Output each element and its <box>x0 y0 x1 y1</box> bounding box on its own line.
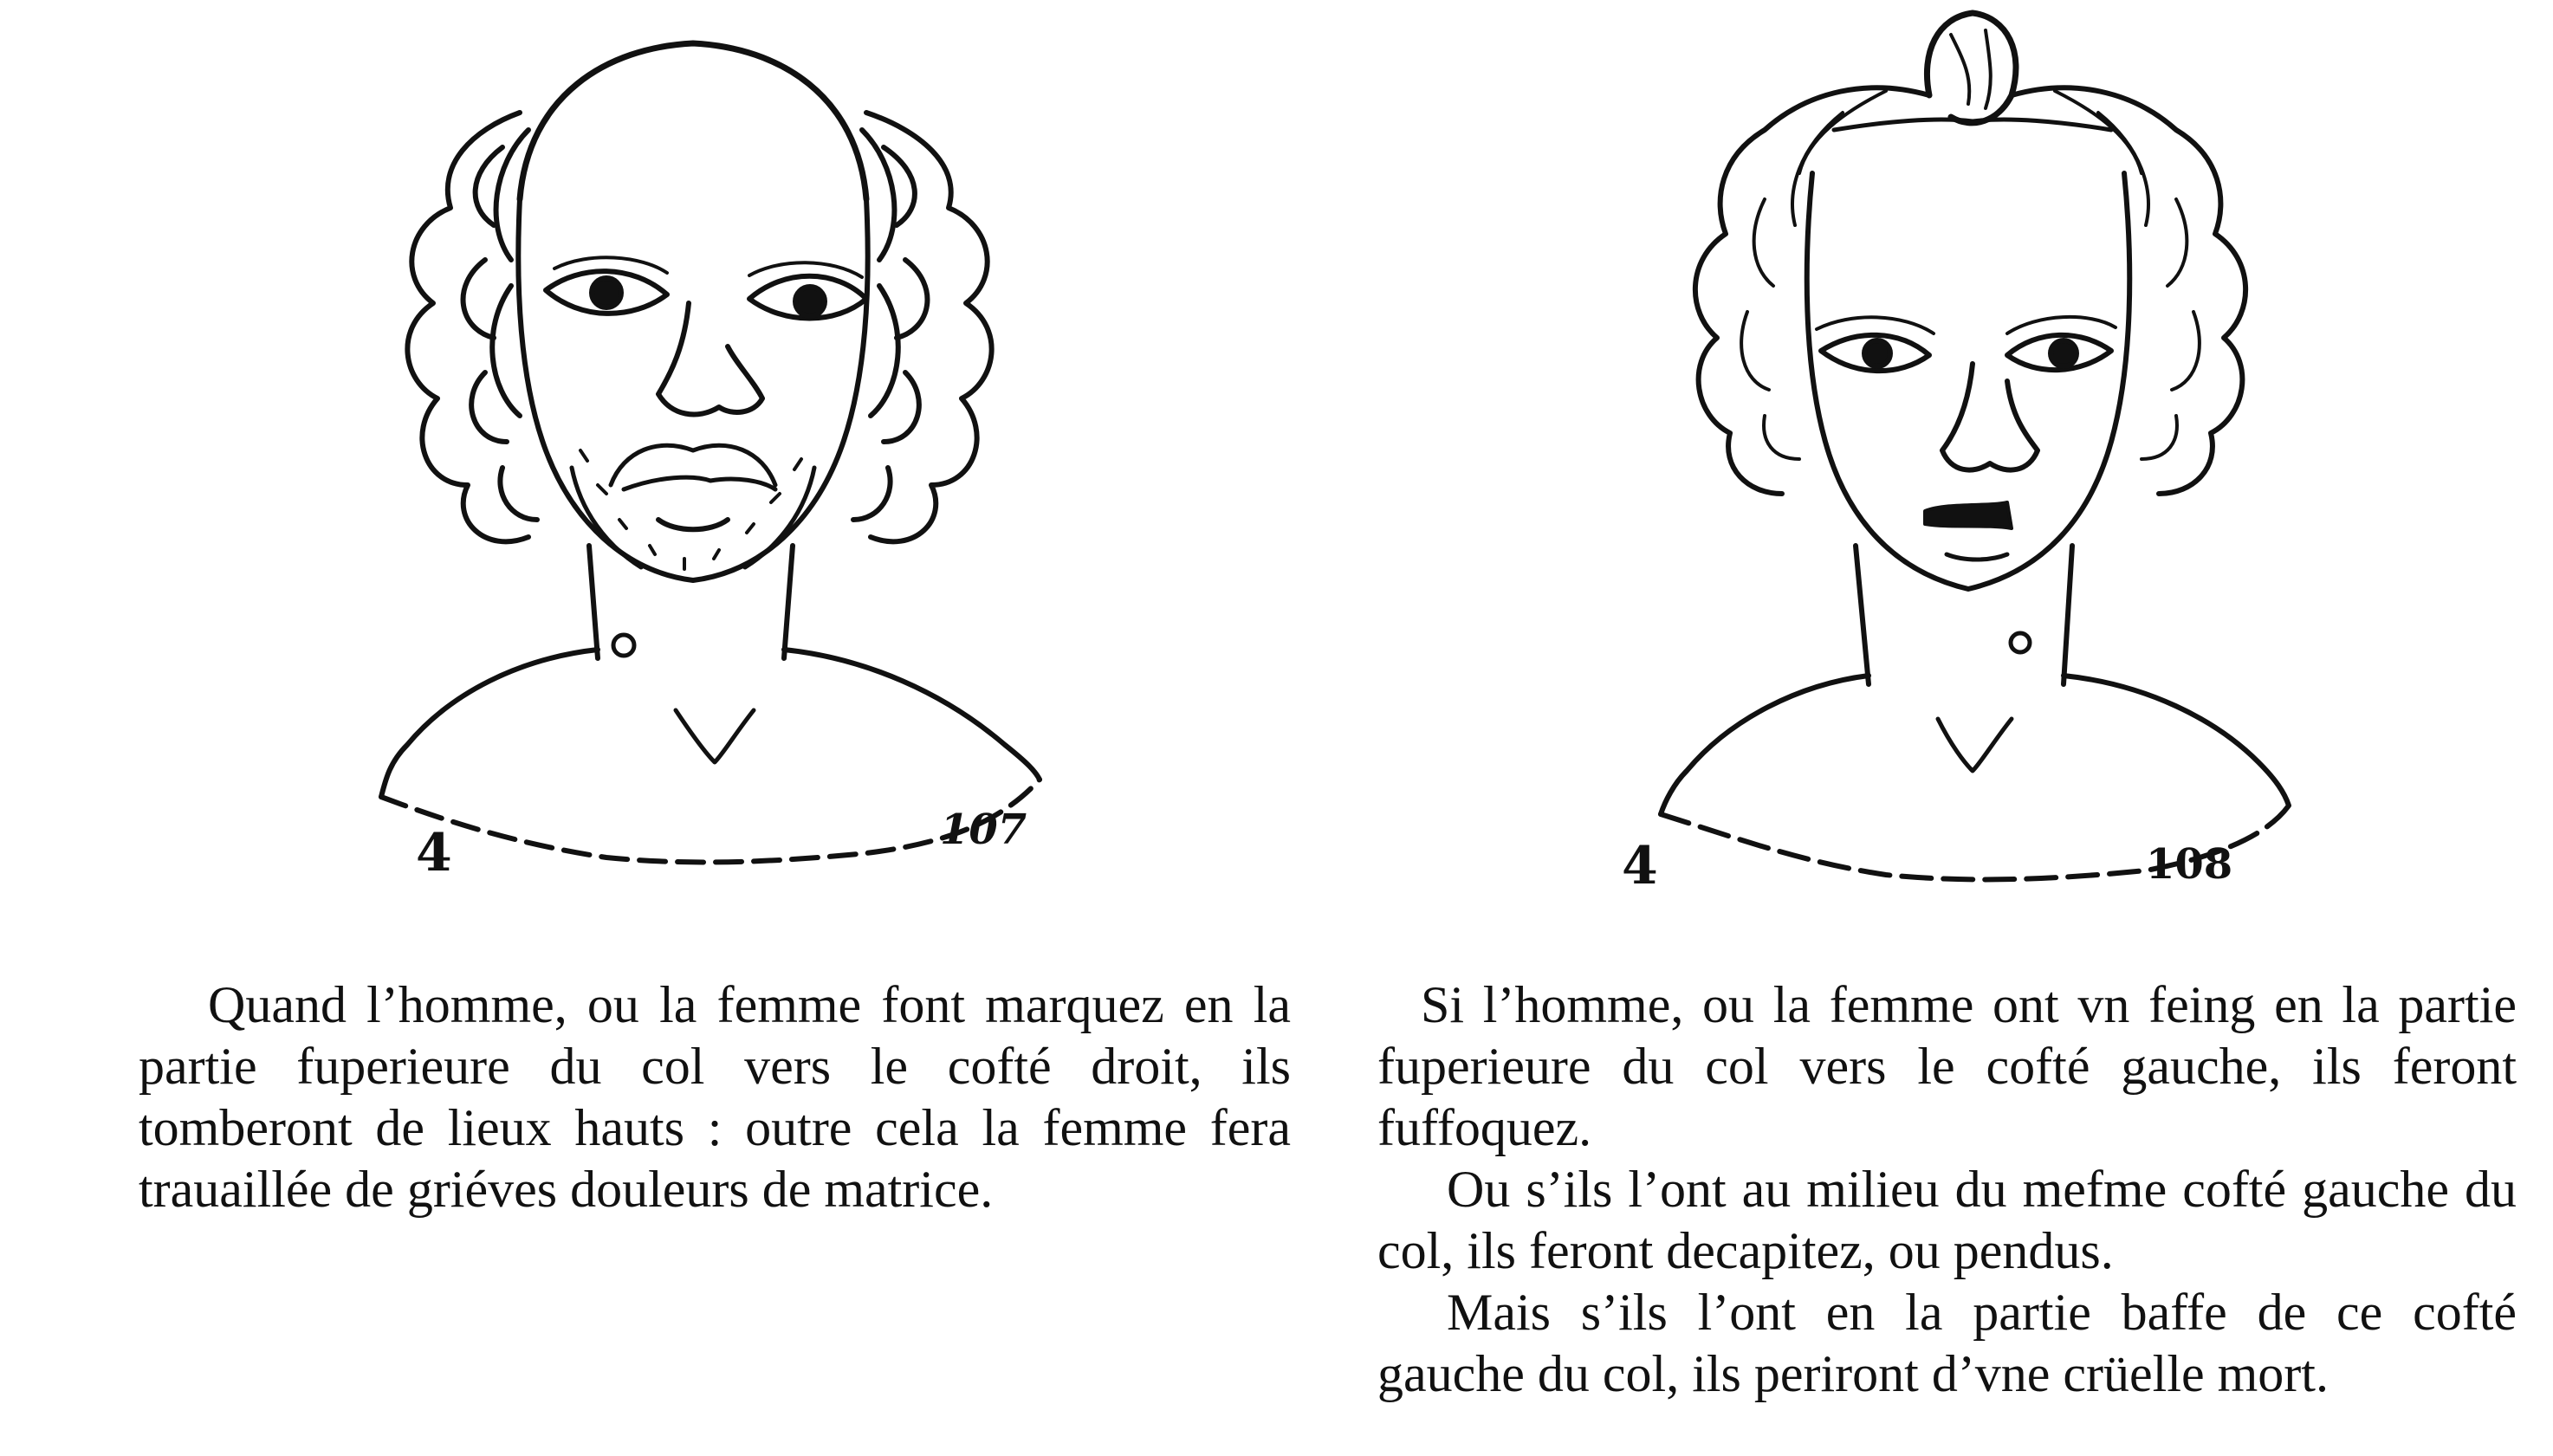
hair <box>1695 87 2245 494</box>
figure-108 <box>1280 0 2553 935</box>
figure-107 <box>0 0 1273 935</box>
caption-108 <box>1377 974 2517 1405</box>
mole-mark <box>2011 633 2030 652</box>
figure-108-woodcut <box>1280 0 2553 935</box>
hair-left <box>407 113 537 541</box>
plate-number: 4 <box>1622 836 1658 896</box>
figure-107-woodcut <box>0 0 1273 935</box>
caption-paragraph: Si l’homme, ou la femme ont vn feing en la partie fuperieure du col vers le cofté gauche, ils feront fuffoquez. <box>1377 976 2517 1156</box>
beard <box>572 445 814 569</box>
hair-right <box>853 113 992 541</box>
caption-paragraph: Quand l’homme, ou la femme font marquez en la partie fuperieure du col vers le cofté droit, ils tomberont de lieux hauts : outre cela la femme fera trauaillée de griéves douleurs de matrice. <box>139 976 1291 1218</box>
figure-number: 108 <box>2146 840 2233 889</box>
caption-paragraph: Ou s’ils l’ont au milieu du mefme cofté gauche du col, ils feront decapitez, ou pendus. <box>1377 1161 2517 1279</box>
mole-mark <box>613 635 634 656</box>
eyes <box>1817 317 2116 371</box>
caption-107 <box>139 974 1291 1220</box>
caption-paragraph: Mais s’ils l’ont en la partie baffe de ce cofté gauche du col, ils periront d’vne crüelle mort. <box>1377 1284 2517 1402</box>
plate-number: 4 <box>416 823 452 883</box>
eyes <box>546 257 866 318</box>
figure-number: 107 <box>940 806 1027 854</box>
